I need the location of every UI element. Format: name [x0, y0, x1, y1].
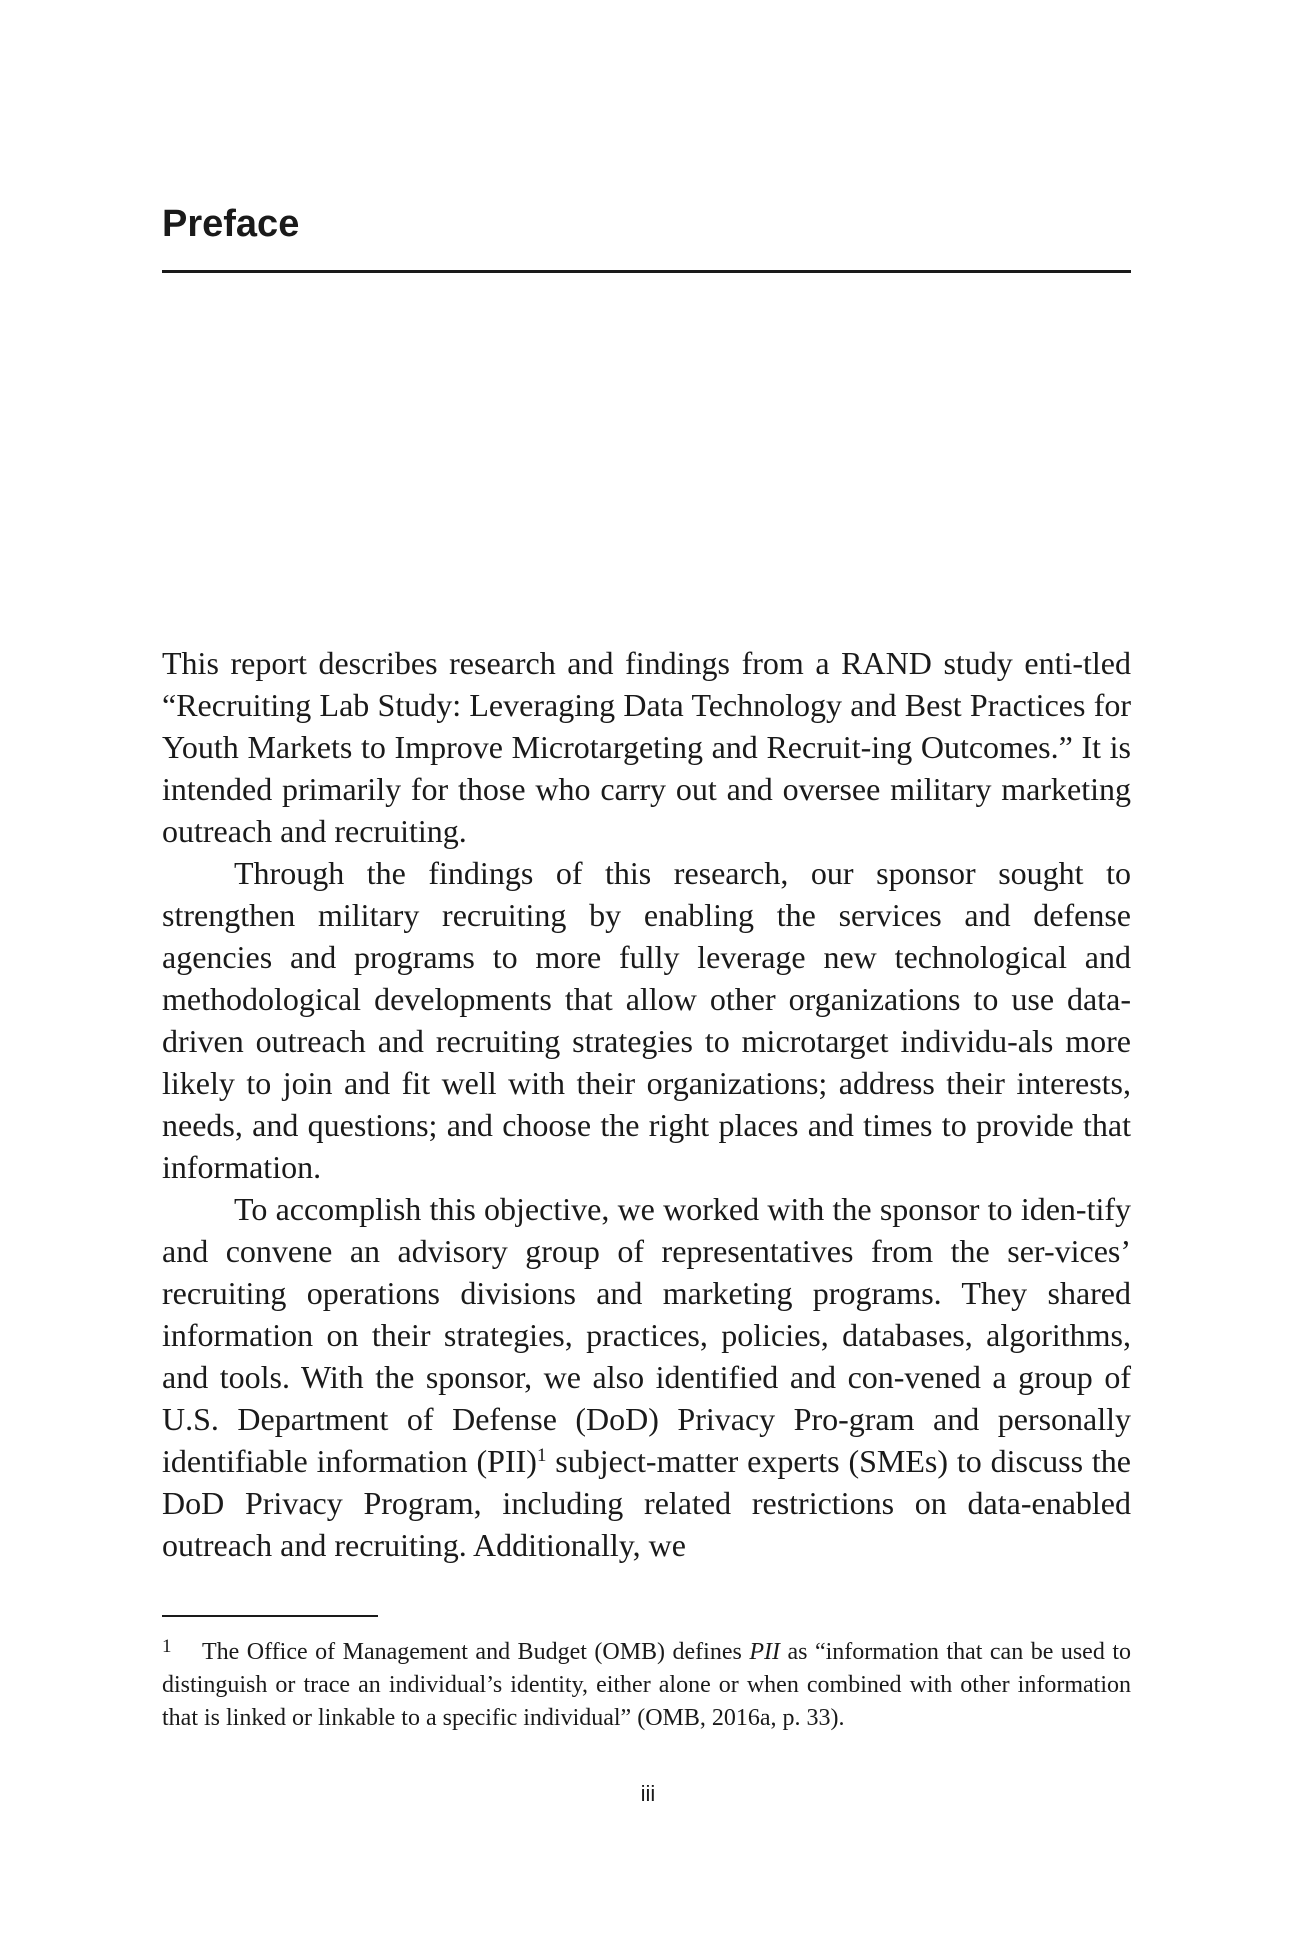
footnote-reference[interactable]: 1: [536, 1445, 547, 1466]
page-number: iii: [640, 1781, 656, 1806]
page-title: Preface: [162, 203, 300, 245]
footnote-separator: [162, 1615, 378, 1617]
paragraph-3-text-after-ref: subject-matter experts (SMEs) to discuss the DoD Privacy Program, including related restrictions on data-enabled outreach and recruiting. Additionally, we: [162, 1443, 1132, 1563]
paragraph-3-text-before-ref: To accomplish this objective, we worked with the sponsor to iden-tify and convene an advisory group of representatives from the ser-vices’ recruiting operations divisions and marketing programs. They shared information on their strategies, practices, policies, databases, algorithms, and tools. With the sponsor, we also identified and con-vened a group of U.S. Department of Defense (DoD) Privacy Pro-gram and personally identifiable information (PII): [162, 1191, 1131, 1479]
title-rule: [162, 270, 1131, 273]
footnote-text-after: as “information that can be used to distinguish or trace an individual’s identity, either alone or when combined with other information that is linked or linkable to a specific individual” (OMB, 2016a, p. 33).: [162, 1639, 1131, 1731]
footnote-text-before: The Office of Management and Budget (OMB) defines: [202, 1639, 750, 1665]
paragraph-2: Through the findings of this research, our sponsor sought to strengthen military recruiting by enabling the services and defense agencies and programs to more fully leverage new technological and methodological developments that allow other organizations to use data-driven outreach and recruiting strategies to microtarget individu-als more likely to join and fit well with their organizations; address their interests, needs, and questions; and choose the right places and times to provide that information.: [162, 855, 1131, 1185]
body-text: [162, 642, 1131, 1566]
footnote: 1 The Office of Management and Budget (OMB) defines PII as “information that can be used to distinguish or trace an individual’s identity, either alone or when combined with other information that is linked or linkable to a specific individual” (OMB, 2016a, p. 33).: [162, 1636, 1131, 1731]
paragraph-3: [162, 1188, 1131, 1566]
footnote-emphasis: PII: [749, 1639, 780, 1665]
paragraph-1: This report describes research and findings from a RAND study enti-tled “Recruiting Lab Study: Leveraging Data Technology and Best Practices for Youth Markets to Improve Microtargeting and Recruit-ing Outcomes.” It is intended primarily for those who carry out and oversee military marketing outreach and recruiting.: [162, 645, 1131, 849]
